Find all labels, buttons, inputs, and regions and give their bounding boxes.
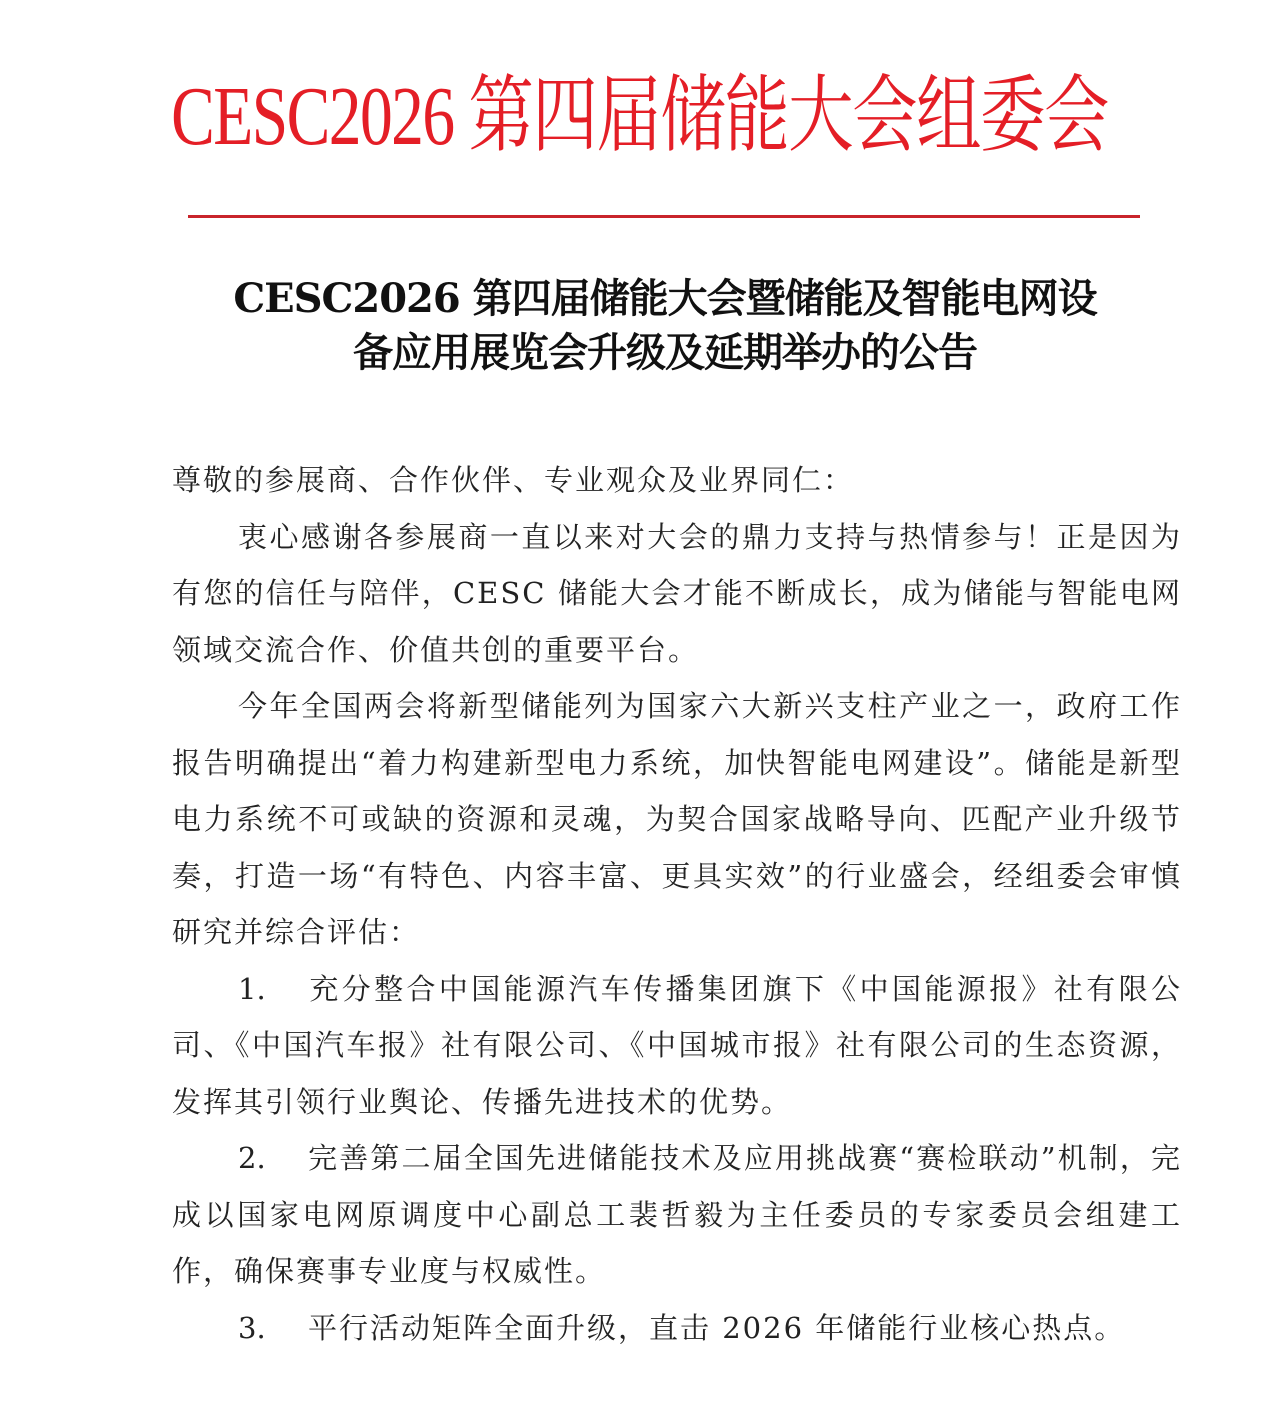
list-number: 3. [238, 1310, 266, 1345]
organizer-title: CESC2026 第四届储能大会组委会 [171, 70, 1109, 163]
list-number: 1. [238, 971, 266, 1006]
list-text: 平行活动矩阵全面升级，直击 2026 年储能行业核心热点。 [308, 1310, 1126, 1345]
paragraph-context: 今年全国两会将新型储能列为国家六大新兴支柱产业之一，政府工作报告明确提出“着力构建新型电力系统，加快智能电网建设”。储能是新型电力系统不可或缺的资源和灵魂，为契合国家战略导向、匹配产业升级节奏，打造一场“有特色、内容丰富、更具实效”的行业盛会，经组委会审慎研究并综合评估： [172, 689, 1182, 949]
list-item-1 [172, 961, 1182, 1131]
list-item-3 [172, 1300, 1182, 1357]
red-divider [188, 215, 1140, 218]
masthead [0, 62, 1280, 172]
document-title [140, 272, 1190, 380]
list-text: 完善第二届全国先进储能技术及应用挑战赛“赛检联动”机制，完成以国家电网原调度中心副总工裴哲毅为主任委员的专家委员会组建工作，确保赛事专业度与权威性。 [172, 1141, 1182, 1288]
paragraph-thanks: 衷心感谢各参展商一直以来对大会的鼎力支持与热情参与！正是因为有您的信任与陪伴，CESC 储能大会才能不断成长，成为储能与智能电网领域交流合作、价值共创的重要平台。 [172, 519, 1182, 667]
list-item-2 [172, 1130, 1182, 1300]
list-text: 充分整合中国能源汽车传播集团旗下《中国能源报》社有限公司、《中国汽车报》社有限公司、《中国城市报》社有限公司的生态资源，发挥其引领行业舆论、传播先进技术的优势。 [172, 971, 1182, 1119]
document-body [172, 452, 1182, 1356]
document-title-line-2: 备应用展览会升级及延期举办的公告 [353, 329, 977, 376]
salutation: 尊敬的参展商、合作伙伴、专业观众及业界同仁： [172, 463, 855, 497]
list-number: 2. [238, 1141, 266, 1175]
document-title-line-1: CESC2026 第四届储能大会暨储能及智能电网设 [233, 275, 1097, 322]
